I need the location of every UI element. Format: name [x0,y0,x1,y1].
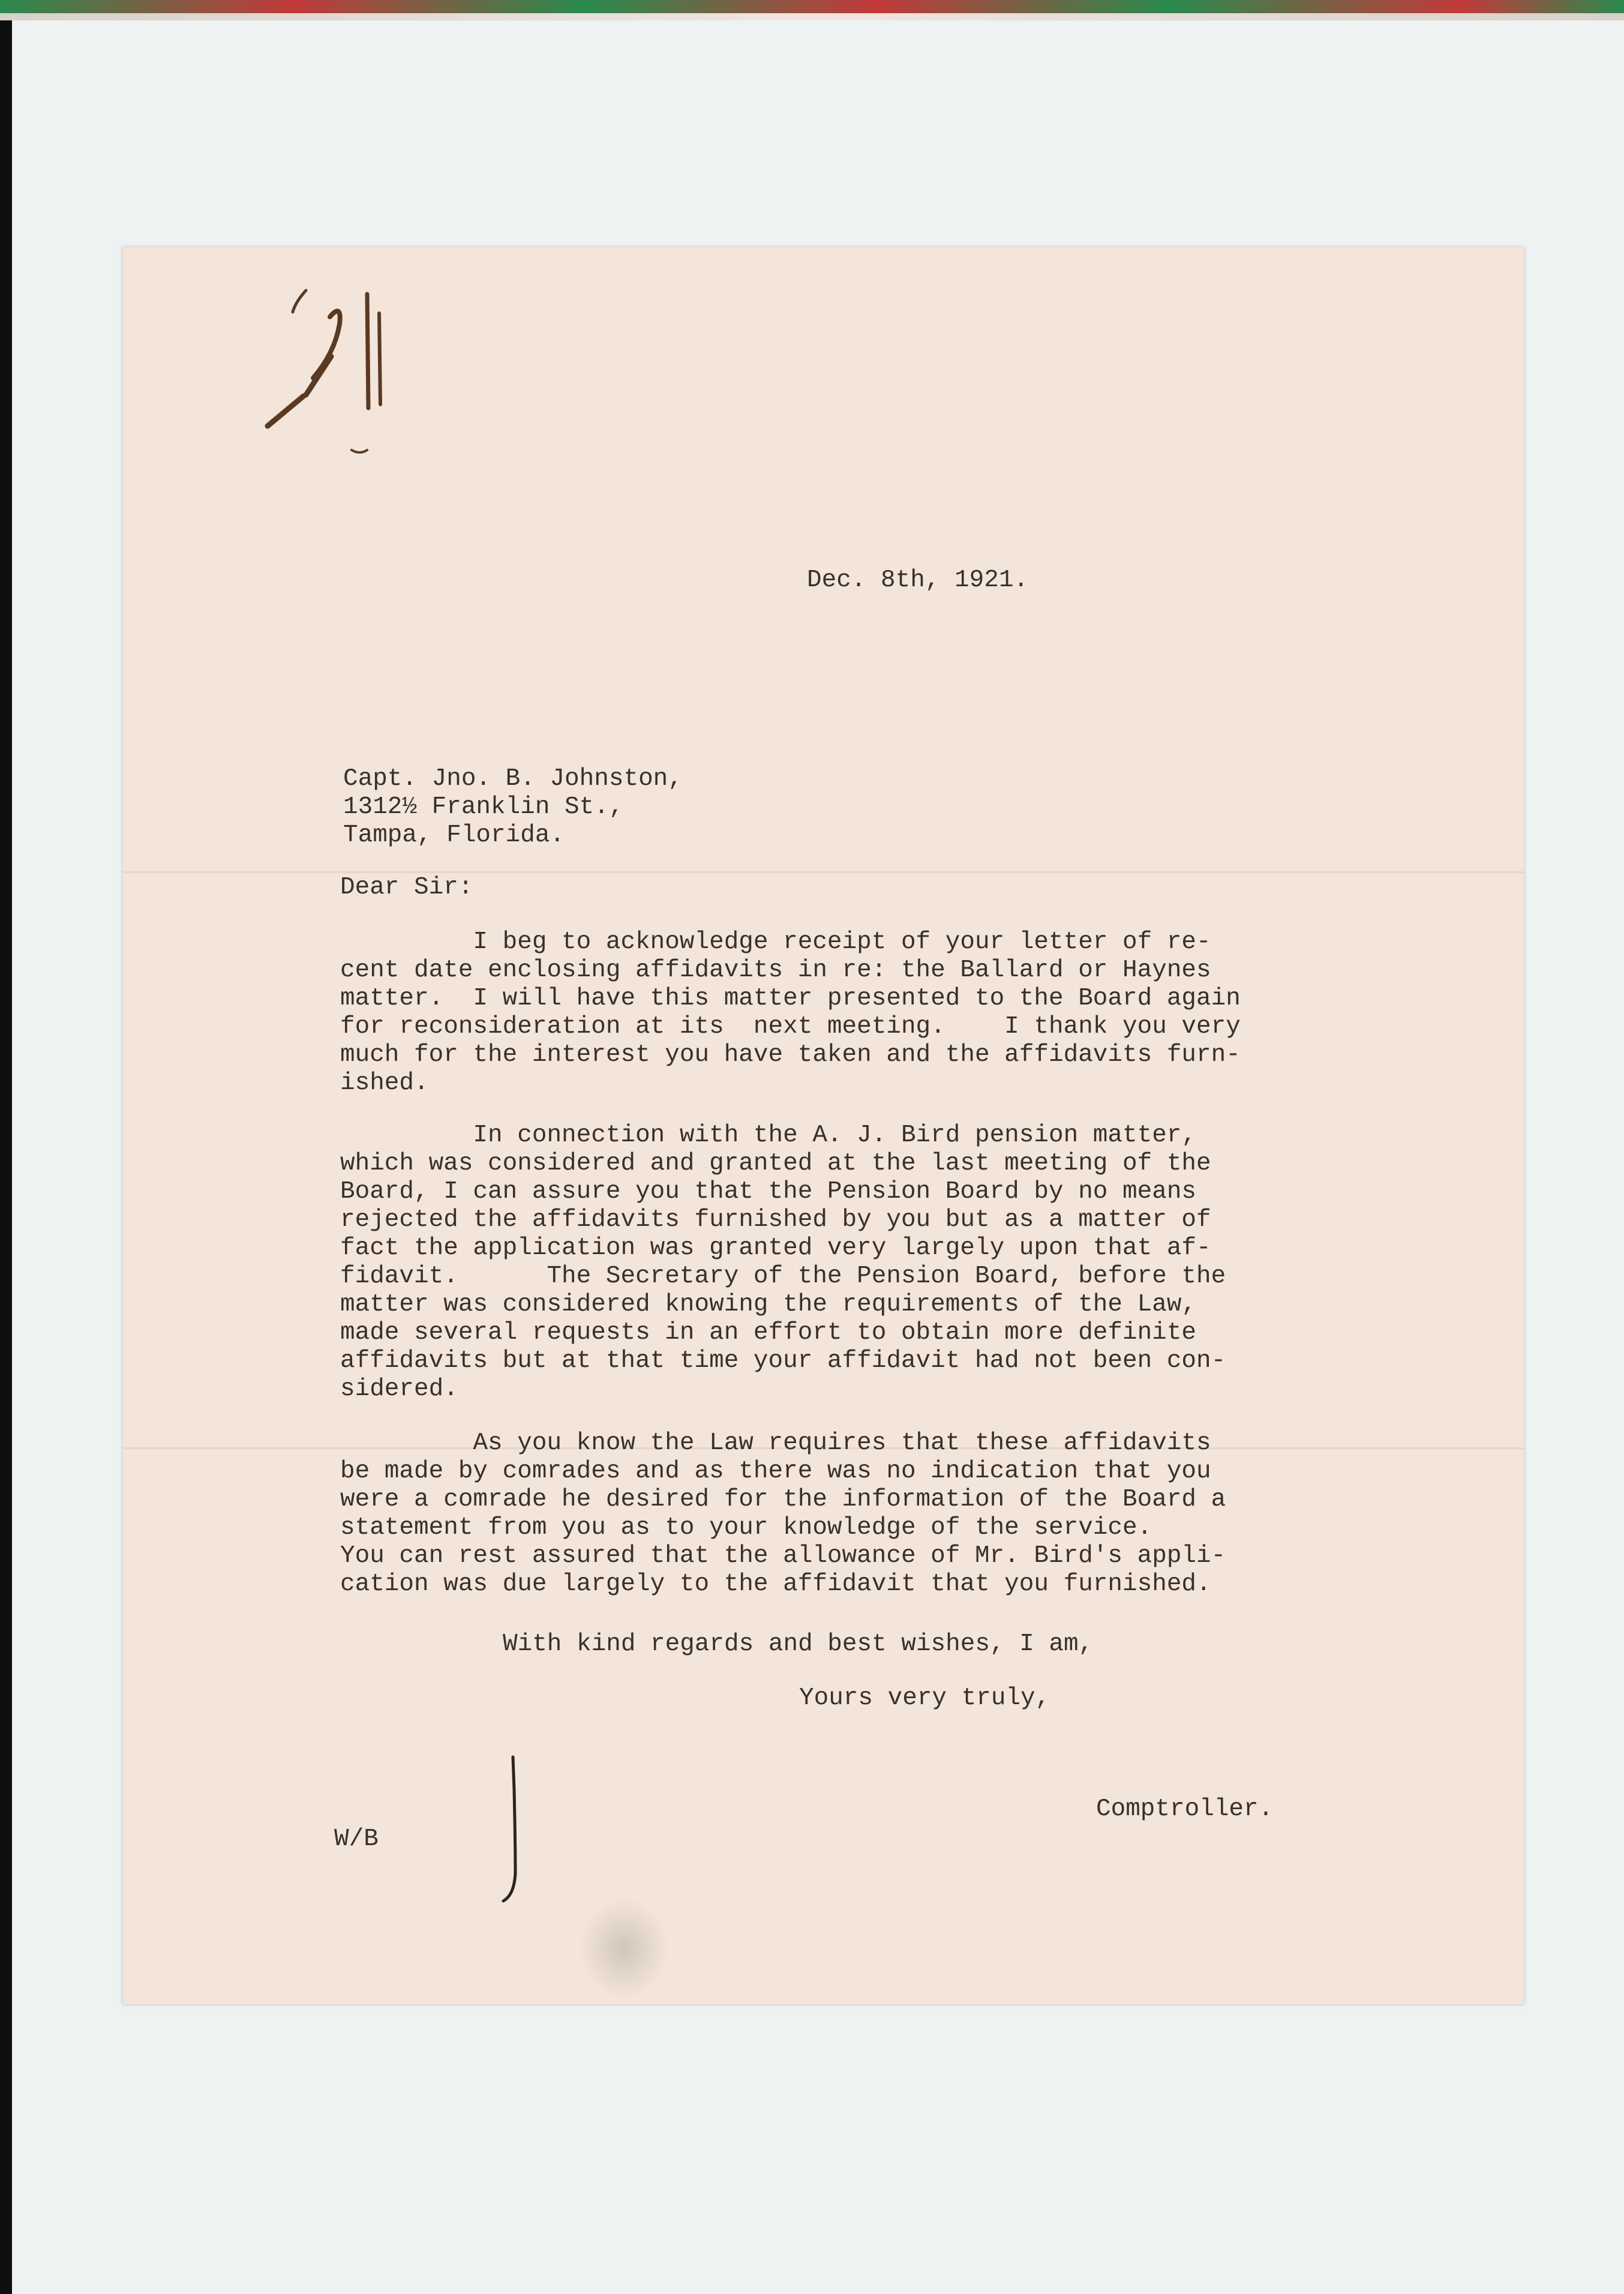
typist-initials: W/B [334,1825,379,1853]
pencil-stroke-mark [495,1753,531,1909]
body-paragraph: As you know the Law requires that these affidavits be made by comrades and as there was no indication that you were a comrade he desired for the information of the Board a statement from you as to your knowledge of the service. You can rest assured that the allowance of Mr. Bird's appli- cation was due largely to the affidavit that you furnished. [340,1429,1226,1598]
signer-title: Comptroller. [1096,1795,1274,1823]
recipient-street: 1312½ Franklin St., [343,793,624,821]
paper-fold-line [123,871,1524,873]
closing-line: With kind regards and best wishes, I am, [503,1630,1094,1658]
complimentary-close: Yours very truly, [799,1684,1050,1712]
salutation: Dear Sir: [340,874,473,901]
letter-date: Dec. 8th, 1921. [807,566,1029,594]
recipient-name: Capt. Jno. B. Johnston, [343,765,683,793]
handwritten-note-mark [264,247,420,475]
recipient-city: Tampa, Florida. [343,821,565,849]
paper-smudge [579,1897,669,1999]
scanner-edge-strip [0,0,1624,20]
body-paragraph: I beg to acknowledge receipt of your letter of re- cent date enclosing affidavits in re: the Ballard or Haynes matter. I will have this matter presented to the Board again for reconsideration at its next meeting. I thank you very much for the interest you have taken and the affidavits furn- ished. [340,928,1241,1097]
scanner-left-edge [0,20,12,2294]
scanner-edge-highlight [0,13,1624,20]
body-paragraph: In connection with the A. J. Bird pension matter, which was considered and granted at the last meeting of the Board, I can assure you that the Pension Board by no means rejected the affidavits furnished by you but as a matter of fact the application was granted very largely upon that af- fidavit. The Secretary of the Pension Board, before the matter was considered knowing the requirements of the Law, made several requests in an effort to obtain more definite affidavits but at that time your affidavit had not been con- sidered. [340,1121,1226,1403]
letter-page [123,247,1524,2004]
